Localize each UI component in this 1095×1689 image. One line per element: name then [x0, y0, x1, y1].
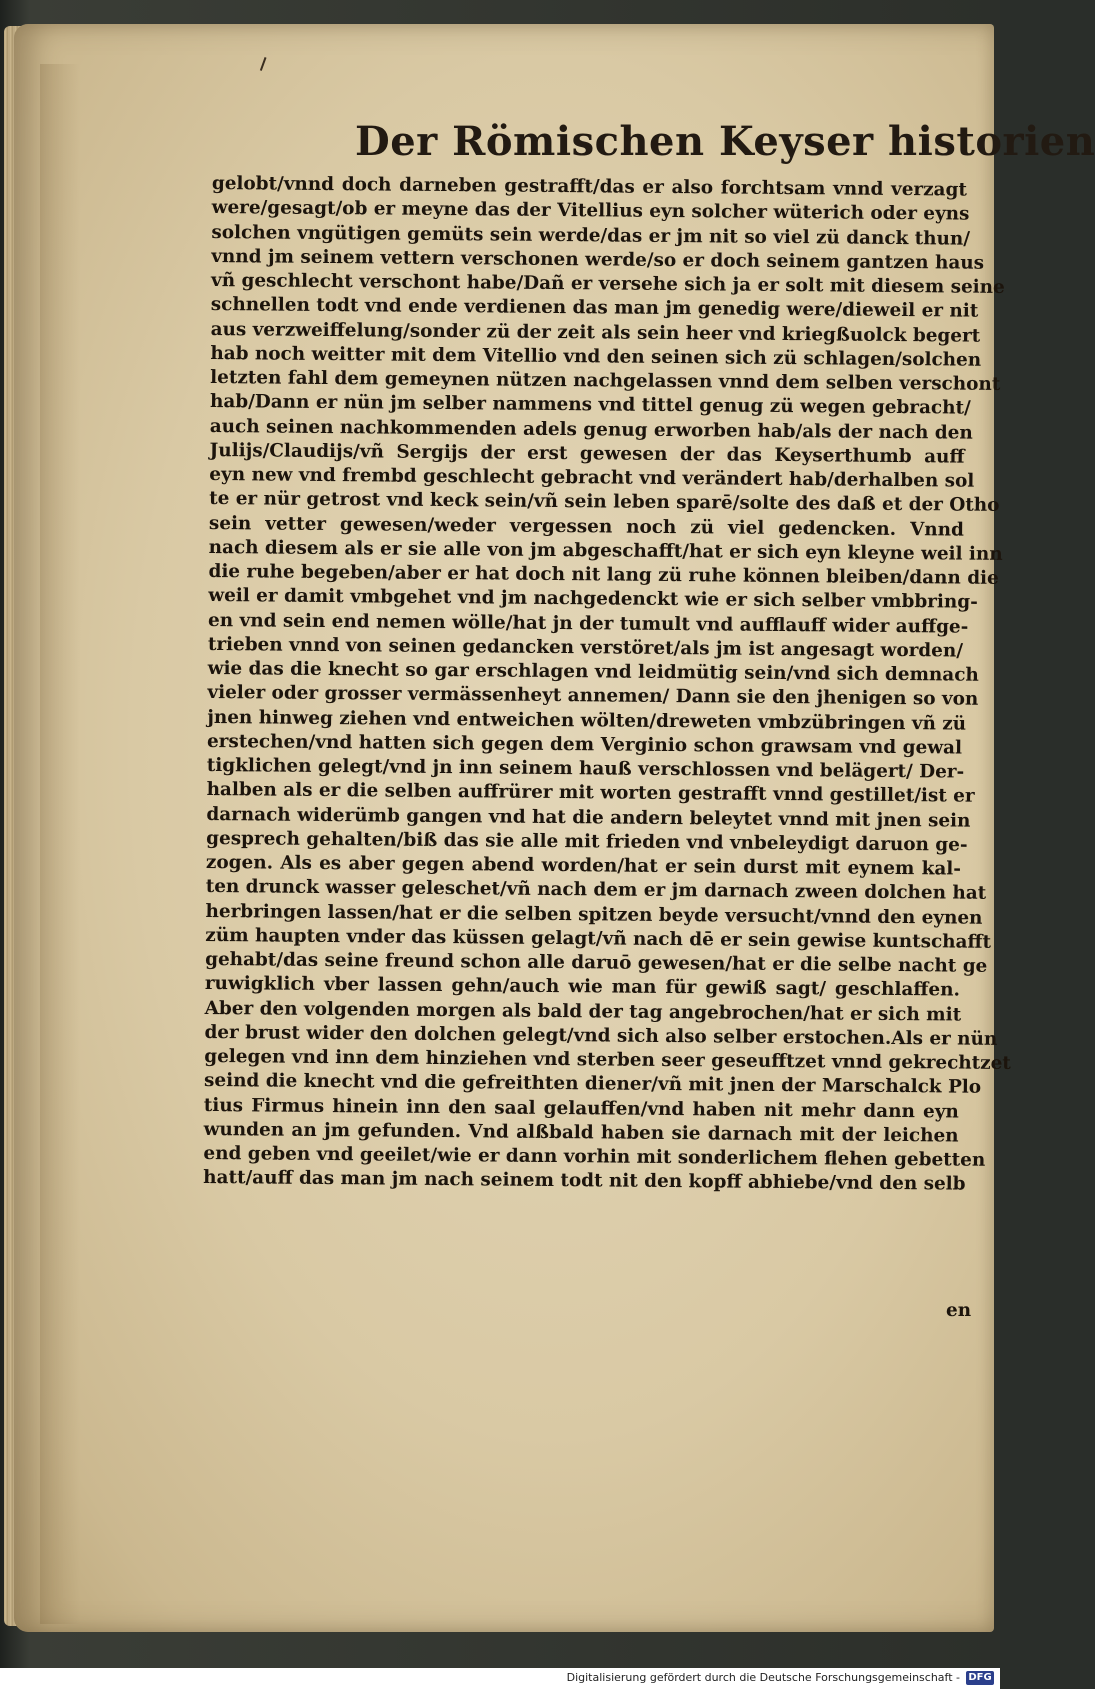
text-line: herbringen lassen/hat er die selben spitzen beyde versucht/vnnd den eynen	[205, 900, 983, 929]
text-line: end geben vnd geeilet/wie er dann vorhin mit sonderlichem flehen gebetten	[203, 1142, 986, 1171]
text-line: halben als er die selben auffrürer mit worten gestrafft vnnd gestillet/ist er	[206, 779, 975, 807]
text-line: der brust wider den dolchen gelegt/vnd sich also selber erstochen.Als er nün	[204, 1021, 998, 1050]
catchword: en	[946, 1300, 972, 1321]
text-line: solchen vngütigen gemüts sein werde/das er jm nit so viel zü danck thun/	[211, 221, 971, 250]
body-text	[203, 172, 1011, 1197]
text-line: gesprech gehalten/biß das sie alle mit frieden vnd vnbeleydigt daruon ge-	[206, 827, 968, 856]
text-line: darnach widerümb gangen vnd hat die andern beleytet vnnd mit jnen sein	[206, 803, 971, 832]
text-line: te er nür getrost vnd keck sein/vñ sein leben sparē/solte des daß et der Otho	[209, 488, 1000, 517]
running-title: Der Römischen Keyser historien	[355, 118, 1095, 165]
text-line: letzten fahl dem gemeynen nützen nachgelassen vnnd dem selben verschont	[210, 366, 1001, 395]
digitization-footer	[0, 1668, 1000, 1689]
text-line: tius Firmus hinein inn den saal gelauffen/vnd haben nit mehr dann eyn	[203, 1094, 959, 1123]
text-line: wunden an jm gefunden. Vnd alßbald haben sie darnach mit der leichen	[203, 1118, 959, 1147]
text-line: vñ geschlecht verschont habe/Dañ er versehe sich ja er solt mit diesem seine	[210, 269, 1005, 298]
text-line: weil er damit vmbgehet vnd jm nachgedenckt wie er sich selber vmbbring-	[208, 585, 978, 613]
text-line: schnellen todt vnd ende verdienen das man jm genedig were/dieweil er nit	[210, 294, 979, 322]
text-line: Julijs/Claudijs/vñ Sergijs der erst gewesen der das Keyserthumb auff	[209, 439, 965, 468]
text-line: zogen. Als es aber gegen abend worden/hat er sein durst mit eynem kal-	[205, 851, 962, 880]
text-line: hab/Dann er nün jm selber nammens vnd tittel genug zü wegen gebracht/	[209, 391, 971, 419]
text-line: erstechen/vnd hatten sich gegen dem Verginio schon grawsam vnd gewal	[206, 730, 963, 759]
text-line: Aber den volgenden morgen als bald der tag angebrochen/hat er sich mit	[204, 997, 962, 1026]
text-line: wie das die knecht so gar erschlagen vnd leidmütig sein/vnd sich demnach	[207, 657, 979, 686]
text-line: züm haupten vnder das küssen gelagt/vñ nach dē er sein gewise kuntschafft	[205, 924, 992, 953]
text-line: auch seinen nachkommenden adels genug erworben hab/als der nach den	[209, 415, 973, 444]
text-line: trieben vnnd von seinen gedancken verstöret/als jm ist angesagt worden/	[207, 633, 964, 662]
text-line: eyn new vnd frembd geschlecht gebracht vnd verändert hab/derhalben sol	[209, 463, 975, 492]
text-line: tigklichen gelegt/vnd jn inn seinem hauß verschlossen vnd belägert/ Der-	[206, 754, 965, 783]
text-line: ten drunck wasser geleschet/vñ nach dem er jm darnach zween dolchen hat	[205, 876, 987, 905]
text-line: en vnd sein end nemen wölle/hat jn der tumult vnd aufflauff wider auffge-	[207, 609, 969, 638]
text-line: hab noch weitter mit dem Vitellio vnd den seinen sich zü schlagen/solchen	[210, 342, 982, 371]
dfg-logo-icon: DFG	[966, 1671, 994, 1685]
text-line: gelobt/vnnd doch darneben gestrafft/das er also forchtsam vnnd verzagt	[211, 172, 967, 201]
text-line: seind die knecht vnd die gefreithten diener/vñ mit jnen der Marschalck Plo	[203, 1070, 982, 1098]
footer-credit: Digitalisierung gefördert durch die Deutsche Forschungsgemeinschaft -	[566, 1671, 960, 1684]
text-line: were/gesagt/ob er meyne das der Vitellius eyn solcher wüterich oder eyns	[211, 197, 970, 225]
text-line: gehabt/das seine freund schon alle daruō gewesen/hat er die selbe nacht ge	[205, 948, 988, 977]
text-line: vieler oder grosser vermässenheyt annemen/ Dann sie den jhenigen so von	[207, 682, 979, 710]
text-line: aus verzweiffelung/sonder zü der zeit als sein heer vnd kriegßuolck begert	[210, 318, 981, 347]
text-line: ruwigklich vber lassen gehn/auch wie man für gewiß sagt/ geschlaffen.	[204, 973, 960, 1001]
text-line: die ruhe begeben/aber er hat doch nit lang zü ruhe können bleiben/dann die	[208, 560, 999, 589]
text-line: sein vetter gewesen/weder vergessen noch zü viel gedencken. Vnnd	[208, 512, 964, 541]
text-line: nach diesem als er sie alle von jm abgeschafft/hat er sich eyn kleyne weil inn	[208, 536, 1003, 565]
text-line: jnen hinweg ziehen vnd entweichen wölten/dreweten vmbzübringen vñ zü	[207, 706, 967, 735]
text-line: hatt/auff das man jm nach seinem todt nit den kopff abhiebe/vnd den selb	[203, 1167, 966, 1195]
text-line: vnnd jm seinem vettern verschonen werde/so er doch seinem gantzen haus	[211, 245, 985, 274]
gutter-shadow	[40, 64, 80, 1624]
text-line: gelegen vnd inn dem hinziehen vnd sterben seer geseufftzet vnnd gekrechtzet	[204, 1045, 1011, 1075]
